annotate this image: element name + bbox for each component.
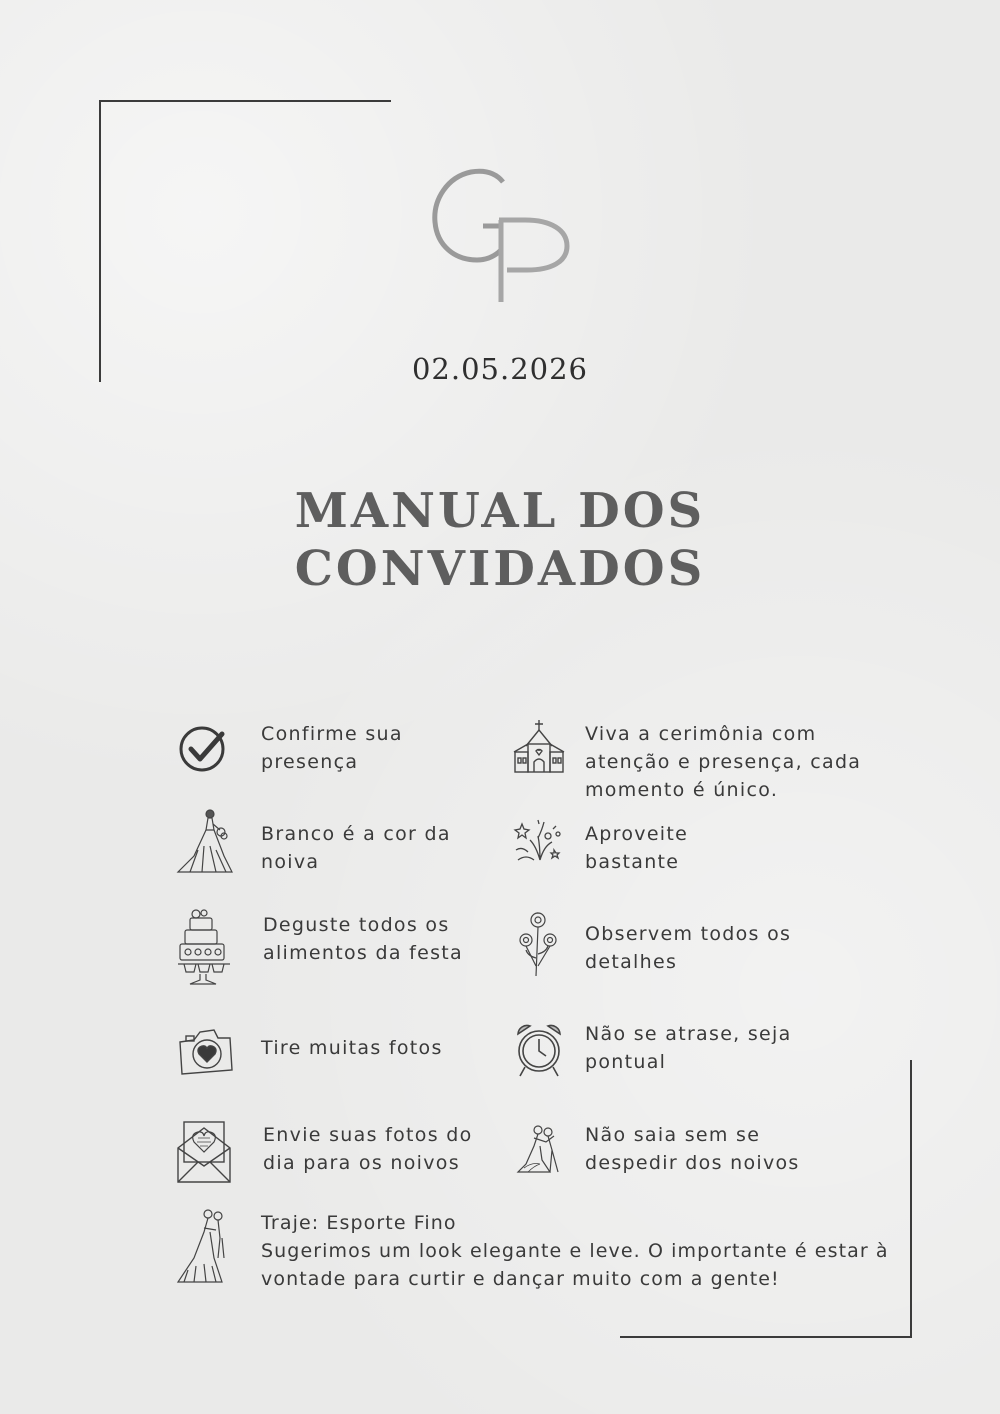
dancing-couple-icon <box>514 1124 574 1192</box>
title-line-2: CONVIDADOS <box>294 541 706 597</box>
item-enjoy-text: Aproveite bastante <box>585 823 689 873</box>
church-icon <box>512 718 572 786</box>
item-food-text: Deguste todos os alimentos da festa <box>263 914 463 964</box>
frame-corner-bottom-right <box>620 1060 912 1338</box>
wedding-cake-icon <box>176 908 236 976</box>
item-details-text: Observem todos os detalhes <box>585 923 792 973</box>
title-line-1: MANUAL DOS <box>294 483 706 539</box>
attire-line-2: vontade para curtir e dançar muito com a gente! <box>261 1268 780 1290</box>
item-white-text: Branco é a cor da noiva <box>261 823 451 873</box>
item-photos-text: Tire muitas fotos <box>261 1037 443 1059</box>
item-send-photos-text: Envie suas fotos do dia para os noivos <box>263 1124 473 1174</box>
item-confirm-text: Confirme sua presença <box>261 723 403 773</box>
item-punctual-text: Não se atrase, seja pontual <box>585 1023 792 1073</box>
flowers-icon <box>516 910 576 978</box>
bride-groom-icon <box>174 1208 234 1276</box>
fireworks-icon <box>512 816 572 884</box>
item-farewell-text: Não saia sem se despedir dos noivos <box>585 1124 800 1174</box>
event-date: 02.05.2026 <box>411 352 589 386</box>
checkmark-circle-icon <box>178 722 238 790</box>
page-title <box>0 482 1000 598</box>
alarm-clock-icon <box>512 1020 572 1088</box>
camera-heart-icon <box>176 1026 236 1094</box>
monogram-logo <box>425 160 585 310</box>
attire-heading: Traje: Esporte Fino <box>261 1212 457 1234</box>
attire-line-1: Sugerimos um look elegante e leve. O importante é estar à <box>261 1240 889 1262</box>
frame-corner-top-left <box>99 100 391 382</box>
item-ceremony-text: Viva a cerimônia com atenção e presença, cada momento é único. <box>585 723 862 801</box>
bride-icon <box>176 806 236 874</box>
attire-section <box>261 1209 889 1293</box>
heart-envelope-icon <box>176 1118 236 1186</box>
